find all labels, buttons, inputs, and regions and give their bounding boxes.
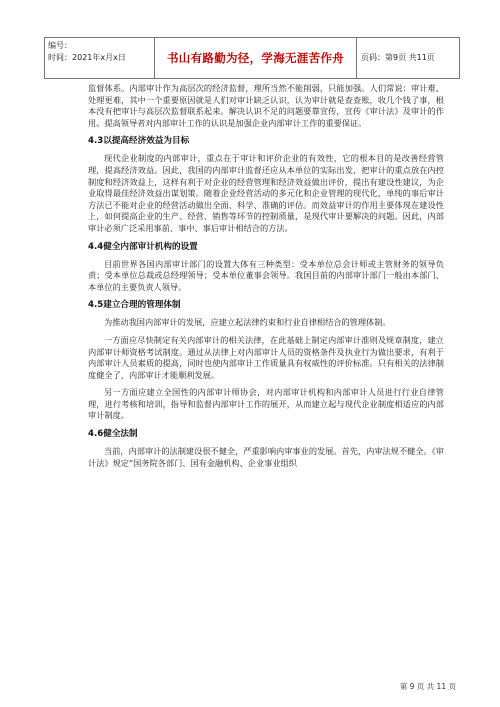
paragraph: 一方面应尽快制定有关内部审计的相关法律，在此基础上制定内部审计准则及规章制度，建立内部审计师资格考试制度。通过从法律上对内部审计人员的资格条件及执业行为做出要求，有利于内部审计人员素质的提高，同时也使内部审计工作质量具有权威性的评价标准。只有相关的法律制度健全了，内部审计才能顺利发展。 xyxy=(88,334,444,380)
header-motto: 书山有路勤为径，学海无涯苦作舟 xyxy=(167,51,344,65)
time-label: 时间：2021年x月x日 xyxy=(48,53,126,62)
paragraph: 当前，内部审计的法制建设很不健全，严重影响内审事业的发展。首先，内审法规不健全。《审计法》规定“国务院各部门、国有金融机构、企业事业组织 xyxy=(88,446,444,468)
page-footer: 第 9 页 共 11 页 xyxy=(399,682,456,691)
paragraph: 为推动我国内部审计的发展，应建立起法律约束和行业自律相结合的管理体制。 xyxy=(104,317,391,328)
header-motto-cell xyxy=(155,38,357,78)
section-heading-4-3: 4.3以提高经济效益为目标 xyxy=(88,136,190,147)
header-page-cell xyxy=(357,38,459,78)
header-left-cell xyxy=(45,38,155,78)
section-heading-4-6: 4.6健全法制 xyxy=(88,429,138,440)
page-header xyxy=(44,37,460,79)
section-heading-4-4: 4.4健全内部审计机构的设置 xyxy=(88,241,198,252)
paragraph: 监督体系。内部审计作为高层次的经济监督，理所当然不能削弱，只能加强。人们常说：审计难、处理更难，其中一个重要原因就是人们对审计缺乏认识，认为审计就是查查账，收几个钱了事，根本没有把审计与高层次监督联系起来。解决认识不足的问题要靠宣传，宣传《审计法》及审计的作用。提高领导者对内部审计工作的认识是加强企业内部审计工作的重要保证。 xyxy=(88,83,444,128)
document-body xyxy=(88,83,444,475)
paragraph: 目前世界各国内部审计部门的设置大体有三种类型：受本单位总会计师或主管财务的领导负责；受本单位总裁或总经理领导；受本单位董事会领导。我国目前的内部审计部门一般由本部门、本单位的主要负责人领导。 xyxy=(88,258,444,292)
paragraph: 另一方面应建立全国性的内部审计师协会，对内部审计机构和内部审计人员进行行业自律管理，进行考核和培训，指导和监督内部审计工作的展开，从而建立起与现代企业制度相适应的内部审计制度。 xyxy=(88,387,444,421)
paragraph: 现代企业制度的内部审计，重点在于审计和评价企业的有效性，它的根本目的是改善经营管理，提高经济效益。因此，我国的内部审计监督还应从本单位的实际出发，把审计的重点放在内控制度和经济效益上，这样有利于对企业的经营管理和经济效益做出评价，提出有建设性建议，为企业取得最佳经济效益出谋划策。随着企业经营活动的多元化和企业管理的现代化，单纯的事后审计方法已不能对企业的经营活动做出全面、科学、准确的评估。而效益审计的作用主要体现在建设性上，如何提高企业的生产、经营、销售等环节的控制质量，是现代审计要解决的问题。因此，内部审计必须广泛采用事前、事中、事后审计相结合的方法。 xyxy=(88,153,444,233)
section-heading-4-5: 4.5建立合理的管理体制 xyxy=(88,300,181,311)
header-page-info: 页码：第9页 共11页 xyxy=(361,53,435,62)
number-label: 编号： xyxy=(48,41,72,50)
